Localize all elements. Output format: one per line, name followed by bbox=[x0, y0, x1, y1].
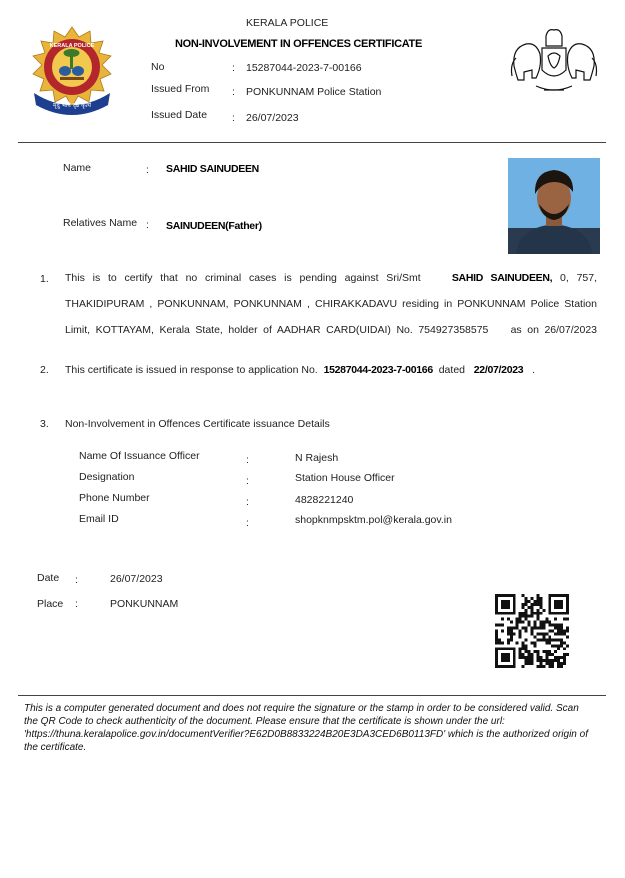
place-colon: : bbox=[75, 598, 78, 610]
email-label: Email ID bbox=[79, 513, 119, 525]
header-divider bbox=[18, 142, 606, 143]
clause-2-end: . bbox=[532, 364, 536, 376]
date-label: Date bbox=[37, 572, 60, 584]
designation-label: Designation bbox=[79, 471, 135, 483]
phone-colon: : bbox=[246, 496, 249, 508]
certificate-title: NON-INVOLVEMENT IN OFFENCES CERTIFICATE bbox=[175, 38, 423, 50]
issued-from-colon: : bbox=[232, 86, 235, 98]
clause-3-title: Non-Involvement in Offences Certificate issuance Details bbox=[65, 418, 330, 430]
clause-3-number: 3. bbox=[40, 418, 49, 430]
email-colon: : bbox=[246, 517, 249, 529]
officer-name-value: N Rajesh bbox=[295, 452, 339, 464]
clause-2-application-no: 15287044-2023-7-00166 bbox=[323, 364, 433, 376]
date-colon: : bbox=[75, 574, 78, 586]
issued-date-colon: : bbox=[232, 112, 235, 124]
relative-colon: : bbox=[146, 219, 149, 231]
clause-1-part-c: 0, 757, bbox=[560, 272, 597, 284]
org-name: KERALA POLICE bbox=[246, 17, 329, 29]
clause-1-part-d: Limit, KOTTAYAM, Kerala State, holder of AADHAR CARD(UIDAI) No. 754927358575 bbox=[65, 324, 489, 336]
clause-1-line-2: THAKIDIPURAM , PONKUNNAM, PONKUNNAM , CHIRAKKADAVU residing in PONKUNNAM Police Station bbox=[65, 298, 597, 310]
kerala-police-logo bbox=[26, 25, 118, 115]
place-label: Place bbox=[37, 598, 64, 610]
place-value: PONKUNNAM bbox=[110, 598, 179, 610]
clause-2-part-a: This certificate is issued in response to application No. bbox=[65, 364, 318, 376]
kerala-emblem bbox=[506, 26, 602, 96]
clause-1-person: SAHID SAINUDEEN, bbox=[451, 272, 553, 284]
name-value: SAHID SAINUDEEN bbox=[166, 163, 259, 175]
issued-date-value: 26/07/2023 bbox=[246, 112, 299, 124]
officer-name-colon: : bbox=[246, 454, 249, 466]
relative-value: SAINUDEEN(Father) bbox=[166, 220, 262, 232]
officer-name-label: Name Of Issuance Officer bbox=[79, 450, 200, 462]
no-colon: : bbox=[232, 62, 235, 74]
applicant-photo bbox=[508, 158, 600, 254]
logo-top-text: KERALA POLICE bbox=[49, 43, 95, 49]
clause-2-dated: dated bbox=[438, 364, 465, 376]
issued-from-value: PONKUNNAM Police Station bbox=[246, 86, 382, 98]
phone-value: 4828221240 bbox=[295, 494, 354, 506]
no-value: 15287044-2023-7-00166 bbox=[246, 62, 362, 74]
date-value: 26/07/2023 bbox=[110, 573, 163, 585]
name-label: Name bbox=[63, 162, 92, 174]
no-label: No bbox=[151, 61, 165, 73]
clause-1-text bbox=[65, 265, 597, 343]
clause-1-line-3 bbox=[65, 317, 597, 343]
clause-1-number: 1. bbox=[40, 273, 49, 285]
email-value: shopknmpsktm.pol@kerala.gov.in bbox=[295, 514, 452, 526]
issued-from-label: Issued From bbox=[151, 83, 210, 95]
relative-label: Relatives Name bbox=[63, 217, 138, 229]
clause-1-part-e: as on 26/07/2023 bbox=[510, 324, 598, 336]
clause-2-text bbox=[65, 364, 535, 376]
footer-divider bbox=[18, 695, 606, 696]
designation-colon: : bbox=[246, 475, 249, 487]
clause-2-date: 22/07/2023 bbox=[473, 364, 524, 376]
phone-label: Phone Number bbox=[79, 492, 150, 504]
footer-disclaimer: This is a computer generated document and does not require the signature or the stamp in order to be considered valid. Scan the QR Code to check authenticity of the document. Please ensure that the certificate is shown under the url: 'https://thuna.keralapolice.gov.in/documentVerifier?E62D0B8833224B20E3DA3CED6B0113FD' which is the authorized origin of the certificate. bbox=[24, 703, 588, 753]
qr-code[interactable] bbox=[495, 594, 569, 668]
designation-value: Station House Officer bbox=[295, 472, 395, 484]
clause-1-part-a: This is to certify that no criminal cases is pending against Sri/Smt bbox=[65, 272, 421, 284]
clause-1-line-1 bbox=[65, 265, 597, 291]
logo-banner-text: मृदु भावे दृढ कृत्ये bbox=[53, 102, 91, 109]
issued-date-label: Issued Date bbox=[151, 109, 208, 121]
name-colon: : bbox=[146, 164, 149, 176]
clause-2-number: 2. bbox=[40, 364, 49, 376]
